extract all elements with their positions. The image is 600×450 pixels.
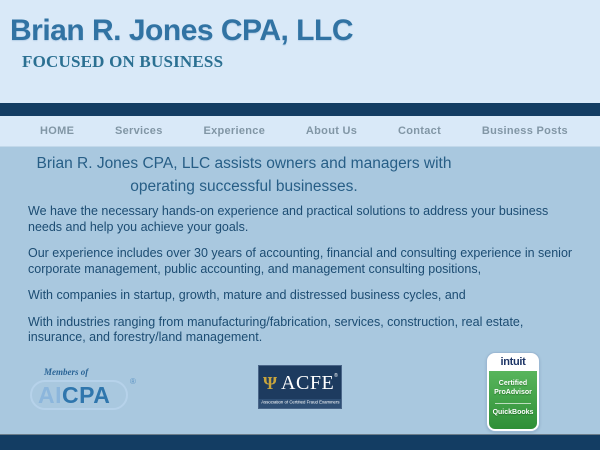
nav-item-services[interactable]: Services <box>114 125 163 137</box>
intuit-proadvisor-badge[interactable] <box>487 353 539 431</box>
acfe-logo[interactable] <box>258 365 342 409</box>
nav-item-experience[interactable]: Experience <box>203 125 266 137</box>
nav-item-about-us[interactable]: About Us <box>305 125 358 137</box>
nav-item-business-posts[interactable]: Business Posts <box>481 125 568 137</box>
paragraph-industries: With industries ranging from manufacturing/fabrication, services, construction, real estate, insurance, and forestry/land management. <box>28 314 524 344</box>
membership-logos-row <box>0 357 600 435</box>
paragraph-30-years: Our experience includes over 30 years of accounting, financial and consulting experience in senior corporate management, public accounting, and management consulting positions, <box>28 246 573 276</box>
body-copy <box>28 204 576 346</box>
intuit-badge-green-panel <box>489 371 537 429</box>
site-tagline: FOCUSED ON BUSINESS <box>22 52 224 71</box>
intuit-wordmark: intuit <box>500 355 526 368</box>
aicpa-letters-cpa: CPA <box>62 381 111 408</box>
aicpa-letters-ai: AI <box>38 381 62 408</box>
aicpa-registered-mark: ® <box>130 376 136 386</box>
intuit-badge-divider <box>495 403 531 404</box>
aicpa-logo[interactable] <box>30 367 142 417</box>
page-title-line2: operating successful businesses. <box>130 178 358 195</box>
header-divider-bar <box>0 103 600 116</box>
intuit-certified-line: Certified <box>498 379 528 387</box>
page-title <box>26 152 462 198</box>
intuit-certified-proadvisor-label <box>494 379 532 397</box>
intuit-proadvisor-line: ProAdvisor <box>494 388 532 396</box>
aicpa-members-of-label: Members of <box>44 366 89 377</box>
paragraph-experience-solutions: We have the necessary hands-on experience and practical solutions to address your business needs and help you achieve your goals. <box>28 204 549 234</box>
site-header <box>0 0 600 103</box>
main-nav <box>0 116 600 147</box>
acfe-torch-icon: Ψ <box>263 372 278 393</box>
acfe-registered-mark: ® <box>334 372 338 379</box>
nav-item-contact[interactable]: Contact <box>398 125 442 137</box>
aicpa-letters <box>38 382 110 409</box>
acfe-caption-band <box>259 399 341 408</box>
aicpa-wordmark <box>30 378 138 414</box>
page-title-line1: Brian R. Jones CPA, LLC assists owners and managers with <box>36 155 452 172</box>
acfe-logo-main <box>259 366 341 399</box>
main-content <box>0 147 600 434</box>
footer-bar <box>0 434 600 450</box>
site-title[interactable]: Brian R. Jones CPA, LLC <box>10 14 353 47</box>
intuit-quickbooks-label: QuickBooks <box>492 408 534 416</box>
acfe-wordmark: ACFE <box>281 371 335 394</box>
acfe-caption: Association of Certified Fraud Examiners <box>260 400 340 406</box>
nav-item-home[interactable]: HOME <box>40 125 75 137</box>
paragraph-business-cycles: With companies in startup, growth, mature and distressed business cycles, and <box>28 288 466 302</box>
